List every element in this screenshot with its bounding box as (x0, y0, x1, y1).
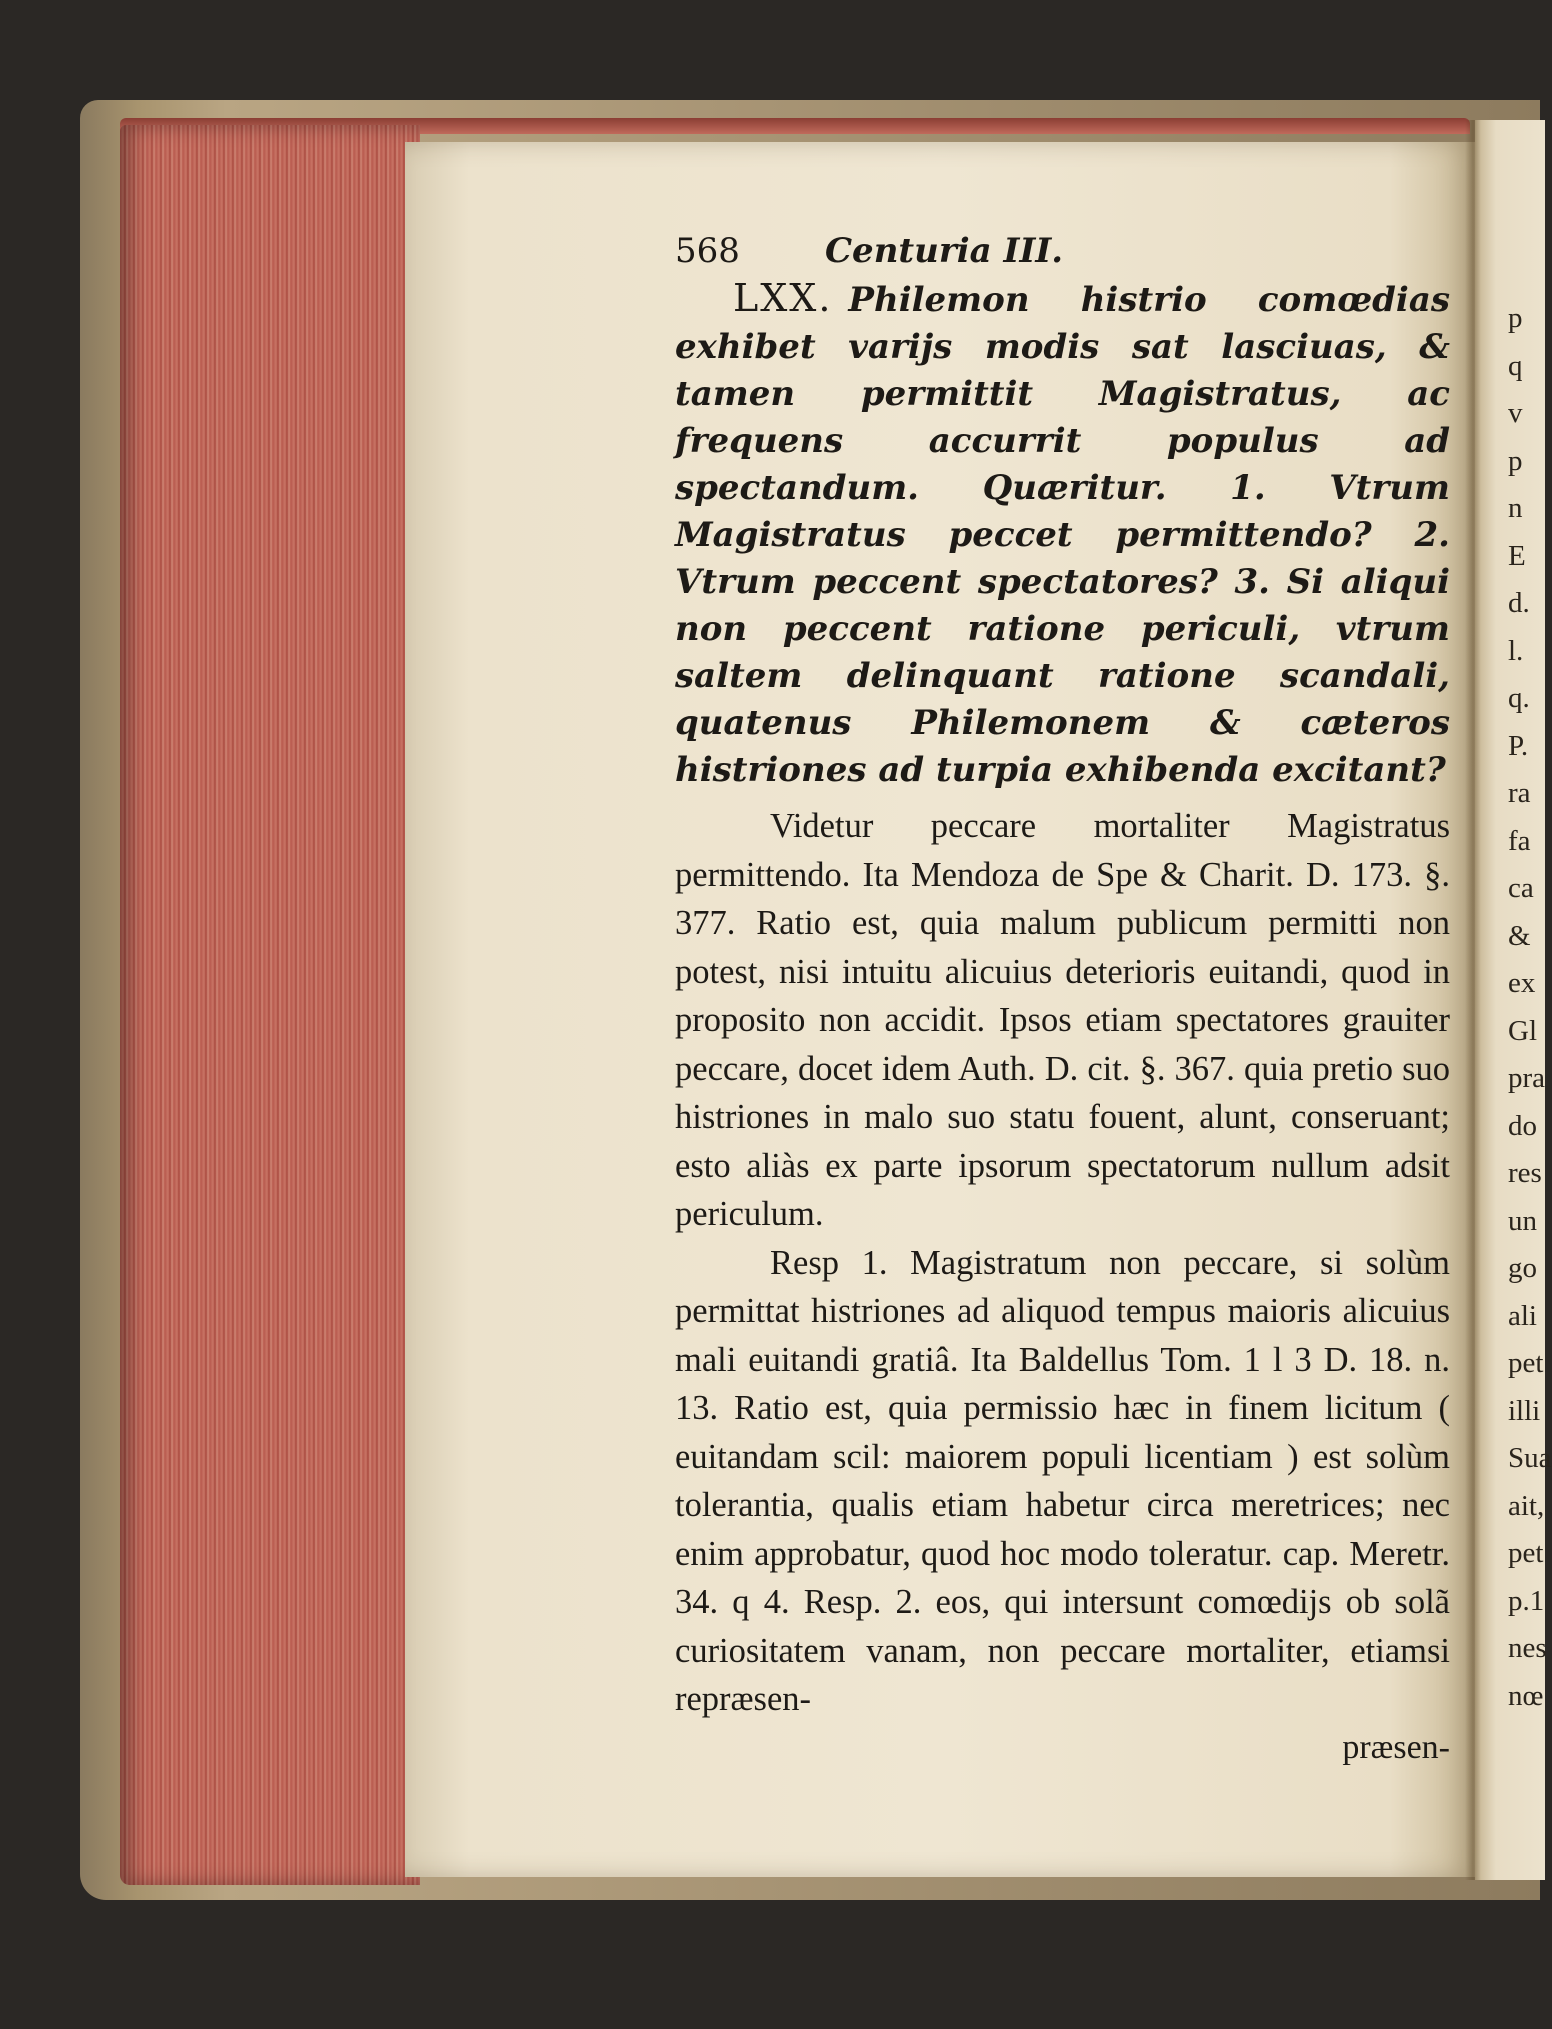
question-block (675, 275, 1450, 794)
facing-line: fa (1508, 824, 1531, 857)
facing-line: q (1508, 349, 1523, 382)
paragraph-1: Videtur peccare mortaliter Magistratus permittendo. Ita Mendoza de Spe & Charit. D. 173. §. 377. Ratio est, quia malum publicum permitti non potest, nisi intuitu alicuius deterioris euitandi, quod in proposito non accidit. Ipsos etiam spectatores grauiter peccare, docet idem Auth. D. cit. §. 367. quia pretio suo histriones in malo suo statu fouent, alunt, conseruant; esto aliàs ex parte ipsorum spectatorum nullum adsit periculum. (675, 807, 1450, 1233)
facing-line: ca (1508, 872, 1534, 904)
facing-line: ali (1508, 1299, 1537, 1332)
facing-line: nes (1508, 1632, 1547, 1664)
page-edges (120, 125, 420, 1885)
facing-line: do (1508, 1109, 1537, 1142)
gutter-shadow (1465, 120, 1481, 1880)
paragraph-2: Resp 1. Magistratum non peccare, si solùm permittat histriones ad aliquod tempus maioris alicuius mali euitandi gratiâ. Ita Baldellus Tom. 1 l 3 D. 18. n. 13. Ratio est, quia permissio hæc in finem licitum ( euitandam scil: maiorem populi licentiam ) est solùm tolerantia, qualis etiam habetur circa meretrices; nec enim approbatur, quod hoc modo toleratur. cap. Meretr. 34. q 4. Resp. 2. eos, qui intersunt comœdijs ob solã curiositatem vanam, non peccare mortaliter, etiamsi repræsen- (675, 1243, 1450, 1718)
text-block (675, 215, 1450, 1772)
facing-line: P. (1508, 729, 1529, 762)
facing-line: res (1508, 1157, 1542, 1189)
facing-line: pra (1508, 1062, 1546, 1094)
catchword: præsen- (1342, 1728, 1450, 1766)
facing-line: E (1508, 539, 1526, 572)
facing-line: p (1508, 302, 1523, 334)
facing-line: go (1508, 1252, 1537, 1284)
facing-line: pet (1508, 1537, 1544, 1569)
facing-line: ex (1508, 967, 1536, 999)
running-title: Centuria III. (825, 231, 1064, 271)
facing-line: d. (1508, 587, 1530, 619)
facing-line: n (1508, 492, 1523, 524)
question-text: Philemon histrio comœdias exhibet varijs modis sat lasciuas, & tamen permittit Magistratus, ac frequens accurrit populus ad spectandum. Quæritur. 1. Vtrum Magistratus peccet permittendo? 2. Vtrum peccent spectatores? 3. Si aliqui non peccent ratione periculi, vtrum saltem delinquant ratione scandali, quatenus Philemonem & cæteros histriones ad turpia exhibenda excitant? (675, 280, 1450, 790)
facing-line: un (1508, 1204, 1537, 1237)
facing-line: illi (1508, 1394, 1541, 1427)
page-number: 568 (675, 231, 740, 271)
facing-line: nœ (1508, 1679, 1544, 1712)
question-number: LXX. (733, 276, 833, 320)
facing-line: v (1508, 397, 1523, 429)
facing-line: ait, (1508, 1489, 1545, 1522)
facing-line: p.1 (1508, 1584, 1545, 1617)
facing-page-text (1508, 295, 1552, 1720)
facing-line: Sua (1508, 1442, 1552, 1474)
facing-line: pet (1508, 1347, 1544, 1379)
facing-line: Gl (1508, 1014, 1537, 1047)
facing-line: ra (1508, 777, 1531, 809)
page-header (675, 215, 1450, 271)
facing-line: p (1508, 444, 1523, 477)
facing-line: & (1508, 919, 1531, 952)
facing-line: l. (1508, 634, 1524, 667)
facing-line: q. (1508, 682, 1530, 714)
